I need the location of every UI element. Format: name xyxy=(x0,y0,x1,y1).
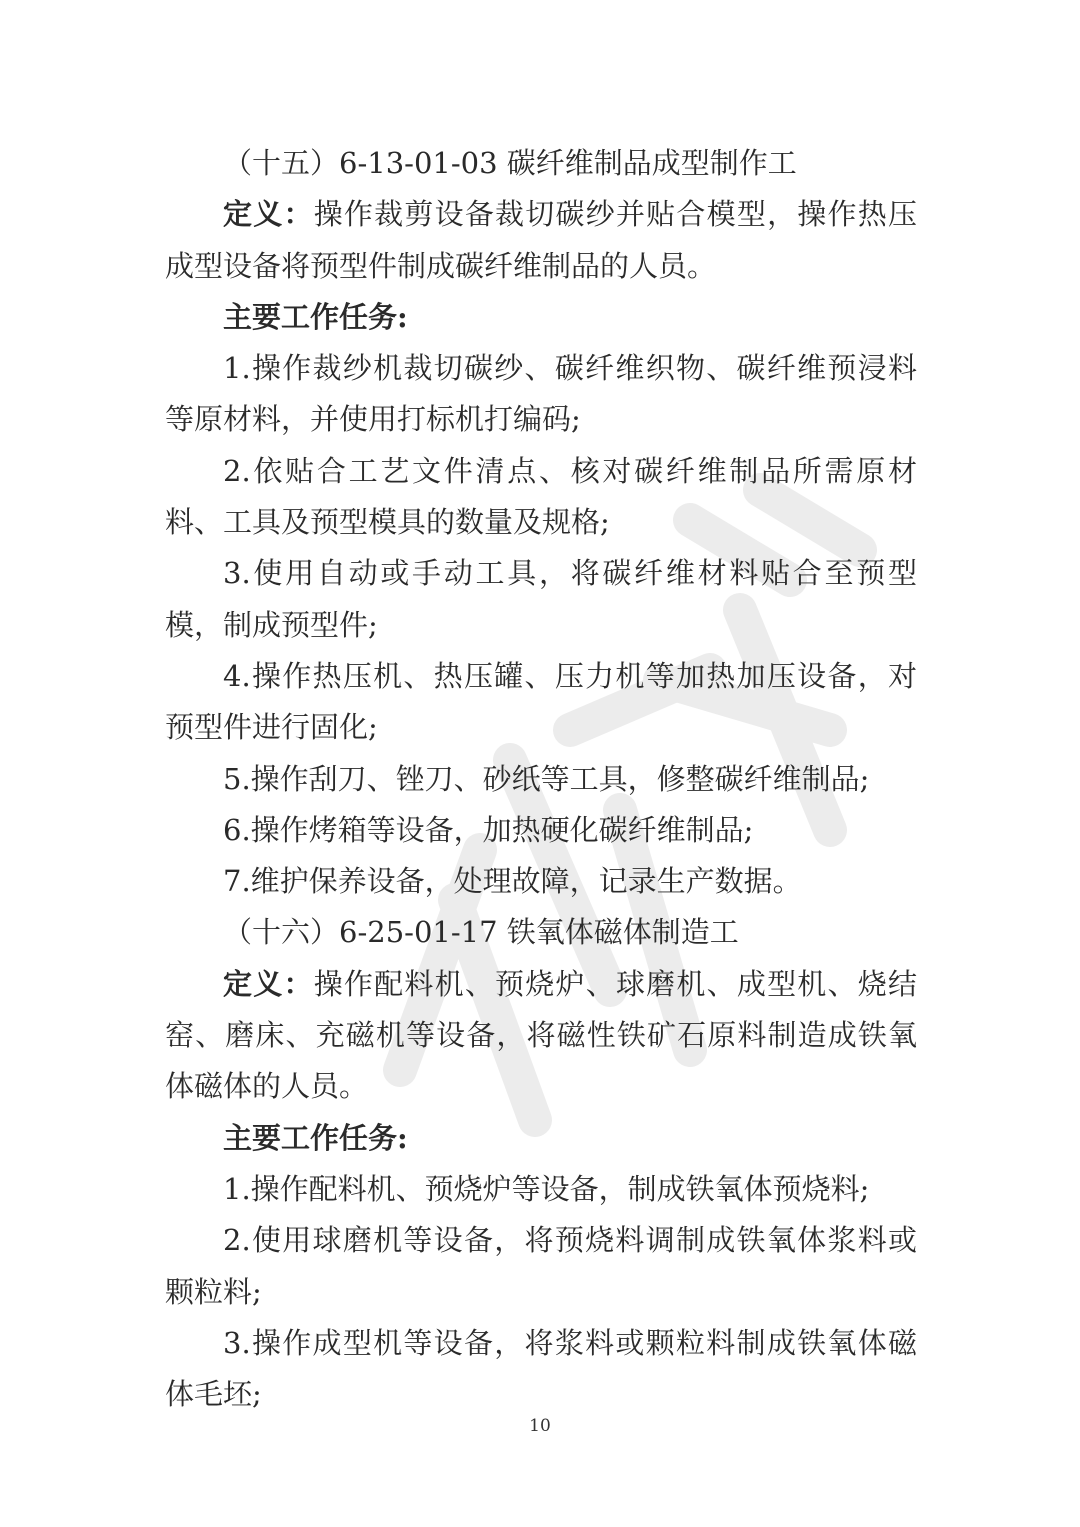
task-item-cont: 颗粒料; xyxy=(165,1274,262,1309)
task-item-cont: 模，制成预型件; xyxy=(165,607,378,642)
definition-paragraph-15 xyxy=(165,189,917,240)
task-item-cont: 料、工具及预型模具的数量及规格; xyxy=(165,505,610,540)
document-body xyxy=(165,138,917,1420)
definition-text-cont: 体磁体的人员。 xyxy=(165,1069,369,1104)
tasks-label-15: 主要工作任务: xyxy=(223,299,408,334)
definition-paragraph-16 xyxy=(165,959,917,1010)
task-item: 2.依贴合工艺文件清点、核对碳纤维制品所需原材 xyxy=(223,453,917,488)
task-item: 2.使用球磨机等设备，将预烧料调制成铁氧体浆料或 xyxy=(223,1223,917,1258)
task-item: 1.操作配料机、预烧炉等设备，制成铁氧体预烧料; xyxy=(223,1171,870,1206)
section-heading-15: （十五）6-13-01-03 碳纤维制品成型制作工 xyxy=(223,146,797,180)
page-number: 10 xyxy=(529,1416,551,1436)
definition-text: 操作配料机、预烧炉、球磨机、成型机、烧结 xyxy=(313,966,917,1001)
definition-text-cont: 成型设备将预型件制成碳纤维制品的人员。 xyxy=(165,248,717,283)
task-item: 1.操作裁纱机裁切碳纱、碳纤维织物、碳纤维预浸料 xyxy=(223,351,917,386)
task-item-cont: 体毛坯; xyxy=(165,1377,262,1412)
definition-text: 操作裁剪设备裁切碳纱并贴合模型，操作热压 xyxy=(313,197,917,232)
task-item: 7.维护保养设备，处理故障，记录生产数据。 xyxy=(223,864,802,899)
task-item: 3.使用自动或手动工具，将碳纤维材料贴合至预型 xyxy=(223,556,917,591)
task-item-cont: 预型件进行固化; xyxy=(165,710,378,745)
definition-text-cont: 窑、磨床、充磁机等设备，将磁性铁矿石原料制造成铁氧 xyxy=(165,1018,917,1053)
tasks-label-16: 主要工作任务: xyxy=(223,1120,408,1155)
task-item: 3.操作成型机等设备，将浆料或颗粒料制成铁氧体磁 xyxy=(223,1325,917,1360)
task-item: 6.操作烤箱等设备，加热硬化碳纤维制品; xyxy=(223,812,754,847)
definition-label: 定义： xyxy=(223,197,314,232)
definition-label: 定义： xyxy=(223,966,314,1001)
task-item: 4.操作热压机、热压罐、压力机等加热加压设备，对 xyxy=(223,658,917,693)
task-item-cont: 等原材料，并使用打标机打编码; xyxy=(165,402,581,437)
task-item: 5.操作刮刀、锉刀、砂纸等工具，修整碳纤维制品; xyxy=(223,761,870,796)
section-heading-16: （十六）6-25-01-17 铁氧体磁体制造工 xyxy=(223,915,739,950)
